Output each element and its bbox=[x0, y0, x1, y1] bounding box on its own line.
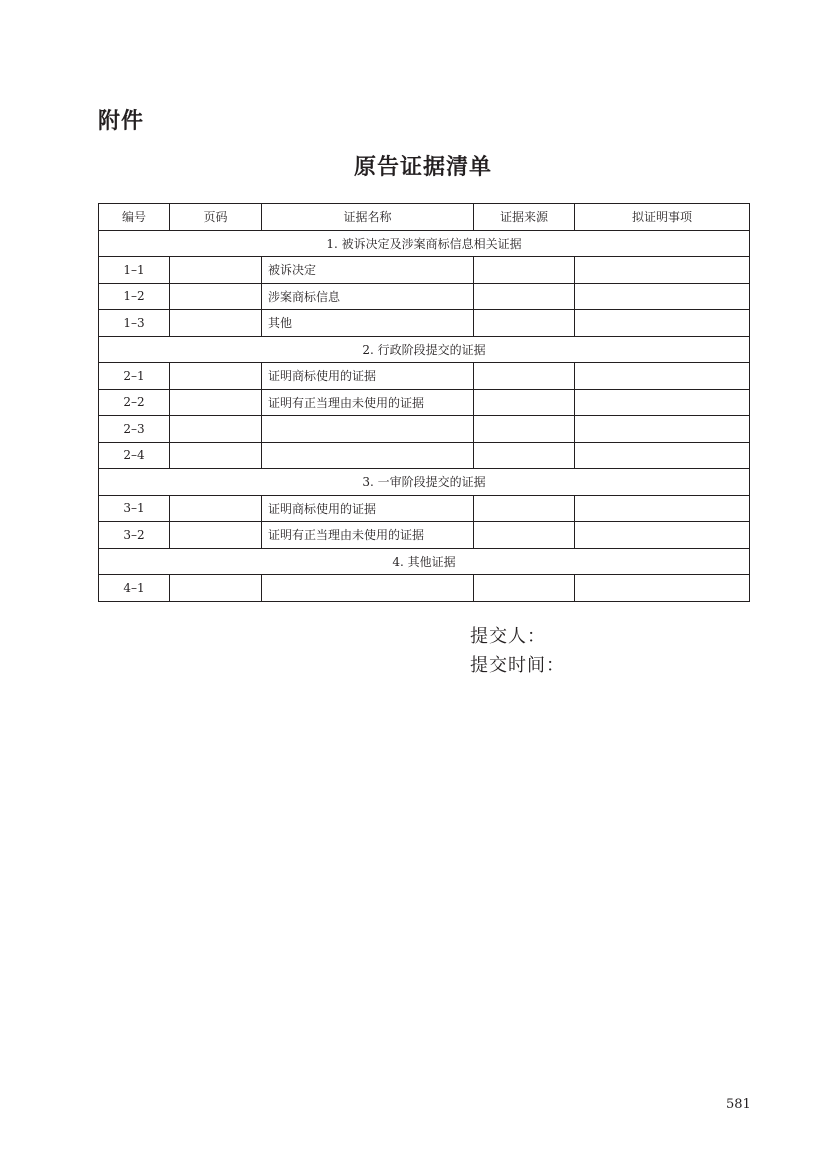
cell-purpose bbox=[575, 522, 750, 549]
cell-purpose bbox=[575, 283, 750, 310]
cell-page bbox=[170, 363, 262, 390]
section-heading: 1. 被诉决定及涉案商标信息相关证据 bbox=[99, 230, 750, 257]
cell-purpose bbox=[575, 363, 750, 390]
cell-evidence-source bbox=[474, 575, 575, 602]
cell-evidence-name: 涉案商标信息 bbox=[262, 283, 474, 310]
cell-evidence-name: 其他 bbox=[262, 310, 474, 337]
table-header-row bbox=[99, 204, 750, 231]
cell-number: 2–3 bbox=[99, 416, 170, 443]
cell-evidence-name bbox=[262, 575, 474, 602]
cell-evidence-name: 证明商标使用的证据 bbox=[262, 363, 474, 390]
cell-purpose bbox=[575, 495, 750, 522]
header-evidence-source: 证据来源 bbox=[474, 204, 575, 231]
cell-number: 2–4 bbox=[99, 442, 170, 469]
cell-page bbox=[170, 495, 262, 522]
cell-purpose bbox=[575, 416, 750, 443]
attachment-label: 附件 bbox=[98, 109, 145, 134]
cell-evidence-source bbox=[474, 363, 575, 390]
cell-number: 2–1 bbox=[99, 363, 170, 390]
page-number: 581 bbox=[726, 1097, 751, 1112]
table-row bbox=[99, 283, 750, 310]
cell-evidence-source bbox=[474, 310, 575, 337]
cell-evidence-name bbox=[262, 442, 474, 469]
header-evidence-name: 证据名称 bbox=[262, 204, 474, 231]
cell-purpose bbox=[575, 310, 750, 337]
cell-evidence-source bbox=[474, 522, 575, 549]
table-row bbox=[99, 310, 750, 337]
cell-evidence-source bbox=[474, 283, 575, 310]
cell-evidence-name: 证明商标使用的证据 bbox=[262, 495, 474, 522]
table-row bbox=[99, 442, 750, 469]
document-title: 原告证据清单 bbox=[353, 155, 492, 180]
evidence-table bbox=[98, 203, 750, 602]
section-heading-row bbox=[99, 469, 750, 496]
table-row bbox=[99, 363, 750, 390]
cell-page bbox=[170, 257, 262, 284]
header-number: 编号 bbox=[99, 204, 170, 231]
cell-evidence-name: 证明有正当理由未使用的证据 bbox=[262, 389, 474, 416]
header-page: 页码 bbox=[170, 204, 262, 231]
cell-page bbox=[170, 310, 262, 337]
header-purpose: 拟证明事项 bbox=[575, 204, 750, 231]
cell-evidence-name: 证明有正当理由未使用的证据 bbox=[262, 522, 474, 549]
cell-purpose bbox=[575, 389, 750, 416]
cell-page bbox=[170, 575, 262, 602]
cell-number: 3–2 bbox=[99, 522, 170, 549]
cell-evidence-name: 被诉决定 bbox=[262, 257, 474, 284]
cell-purpose bbox=[575, 257, 750, 284]
cell-evidence-source bbox=[474, 257, 575, 284]
table-row bbox=[99, 389, 750, 416]
section-heading: 2. 行政阶段提交的证据 bbox=[99, 336, 750, 363]
cell-evidence-source bbox=[474, 389, 575, 416]
evidence-table-body bbox=[99, 230, 750, 601]
cell-number: 1–3 bbox=[99, 310, 170, 337]
cell-page bbox=[170, 416, 262, 443]
cell-evidence-source bbox=[474, 495, 575, 522]
cell-page bbox=[170, 442, 262, 469]
cell-evidence-name bbox=[262, 416, 474, 443]
cell-number: 1–1 bbox=[99, 257, 170, 284]
section-heading-row bbox=[99, 230, 750, 257]
submitter-label: 提交人： bbox=[470, 626, 546, 647]
table-row bbox=[99, 257, 750, 284]
cell-page bbox=[170, 522, 262, 549]
section-heading-row bbox=[99, 548, 750, 575]
table-row bbox=[99, 495, 750, 522]
cell-number: 1–2 bbox=[99, 283, 170, 310]
cell-page bbox=[170, 389, 262, 416]
cell-page bbox=[170, 283, 262, 310]
table-row bbox=[99, 575, 750, 602]
cell-number: 2–2 bbox=[99, 389, 170, 416]
section-heading: 4. 其他证据 bbox=[99, 548, 750, 575]
section-heading-row bbox=[99, 336, 750, 363]
cell-number: 3–1 bbox=[99, 495, 170, 522]
table-row bbox=[99, 416, 750, 443]
section-heading: 3. 一审阶段提交的证据 bbox=[99, 469, 750, 496]
cell-evidence-source bbox=[474, 442, 575, 469]
submit-time-label: 提交时间： bbox=[470, 655, 565, 676]
cell-evidence-source bbox=[474, 416, 575, 443]
cell-purpose bbox=[575, 442, 750, 469]
cell-purpose bbox=[575, 575, 750, 602]
table-row bbox=[99, 522, 750, 549]
cell-number: 4–1 bbox=[99, 575, 170, 602]
